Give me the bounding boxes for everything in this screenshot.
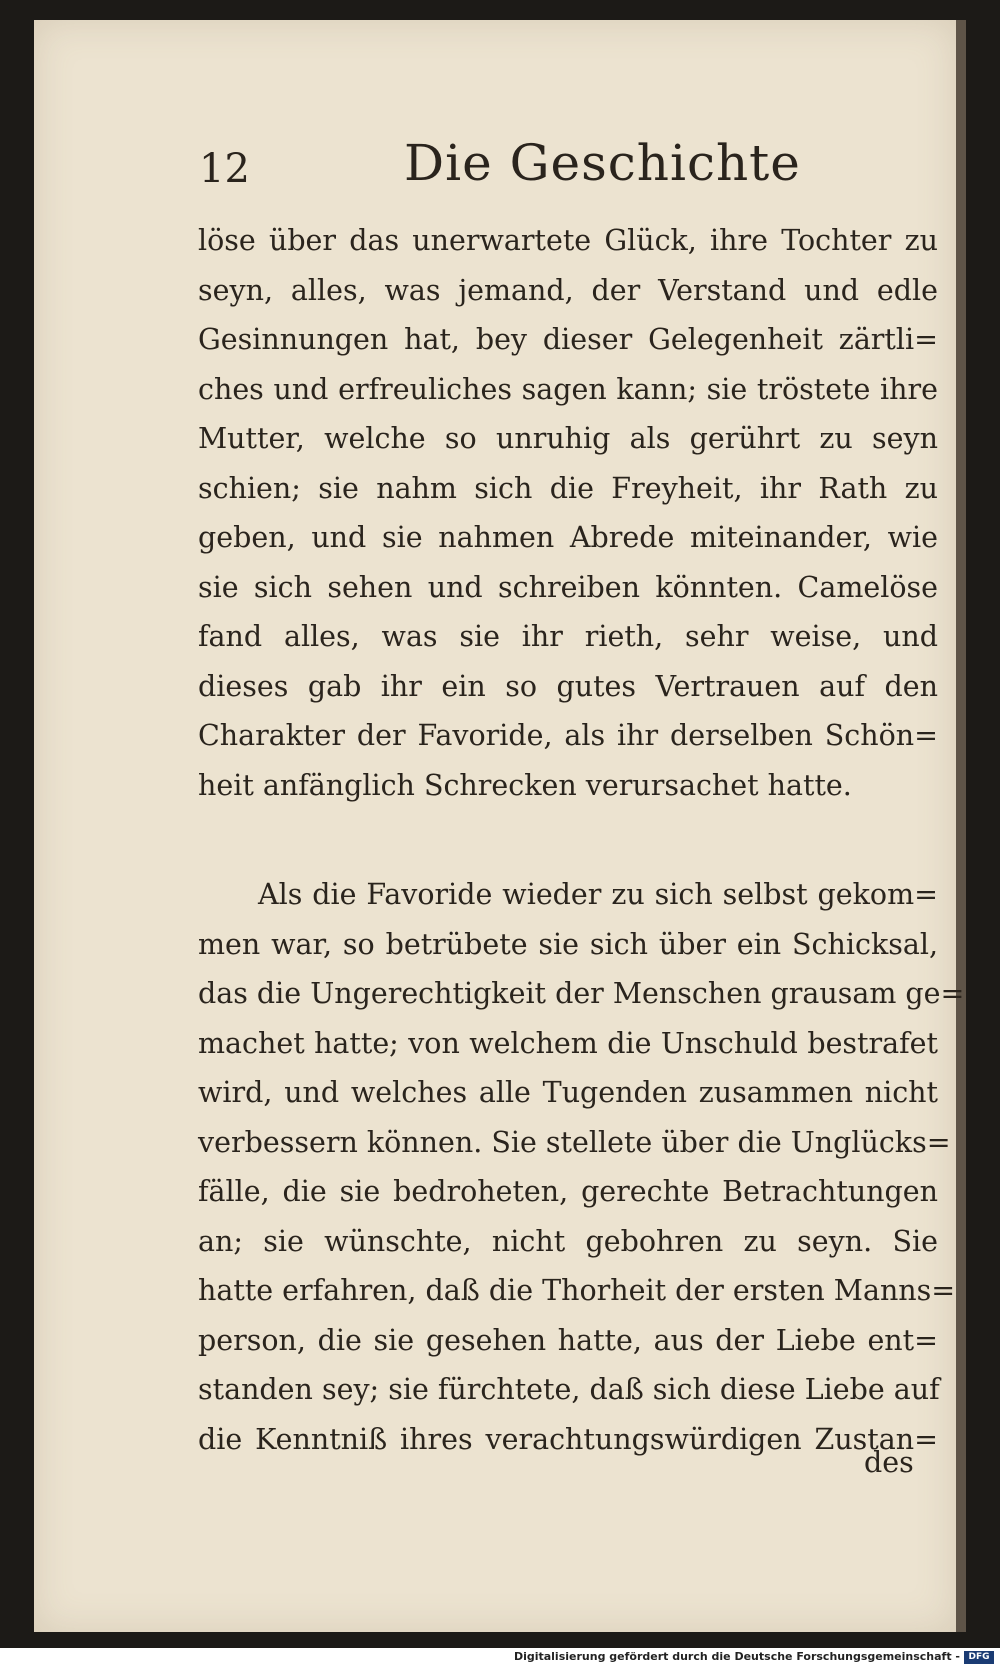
- text-line: Gesinnungen hat, bey dieser Gelegenheit zärtli=: [198, 323, 938, 356]
- text-line: das die Ungerechtigkeit der Menschen grausam ge=: [198, 977, 965, 1010]
- dfg-logo: DFG: [964, 1651, 994, 1664]
- text-line: an; sie wünschte, nicht gebohren zu seyn. Sie: [198, 1224, 938, 1258]
- text-line: Mutter, welche so unruhig als gerührt zu seyn: [198, 422, 938, 455]
- text-line: ches und erfreuliches sagen kann; sie tröstete ihre: [198, 372, 938, 406]
- text-line: Charakter der Favoride, als ihr derselben Schön=: [198, 719, 938, 752]
- text-line: men war, so betrübete sie sich über ein Schicksal,: [198, 927, 938, 961]
- text-line: verbessern können. Sie stellete über die Unglücks=: [198, 1125, 951, 1159]
- text-line: dieses gab ihr ein so gutes Vertrauen auf den: [198, 669, 938, 703]
- text-line: geben, und sie nahmen Abrede miteinander, wie: [198, 521, 938, 554]
- text-line: schien; sie nahm sich die Freyheit, ihr Rath zu: [198, 471, 938, 505]
- text-line: die Kenntniß ihres verachtungswürdigen Zustan=: [198, 1422, 938, 1456]
- text-line: sie sich sehen und schreiben könnten. Camelöse: [198, 570, 938, 604]
- running-title: Die Geschichte: [404, 134, 801, 192]
- page-number: 12: [199, 146, 250, 192]
- funding-credit: Digitalisierung gefördert durch die Deutsche Forschungsgemeinschaft -: [513, 1650, 960, 1663]
- text-line: Als die Favoride wieder zu sich selbst gekom=: [258, 878, 938, 911]
- text-line: seyn, alles, was jemand, der Verstand und edle: [198, 273, 938, 307]
- text-line: hatte erfahren, daß die Thorheit der ersten Manns=: [198, 1274, 956, 1307]
- page-header: [34, 128, 956, 198]
- paragraph-2: [198, 870, 965, 1464]
- paragraph-1: [198, 216, 938, 810]
- text-line: person, die sie gesehen hatte, aus der Liebe ent=: [198, 1323, 938, 1357]
- text-line: heit anfänglich Schrecken verursachet hatte.: [198, 768, 852, 802]
- text-line: standen sey; sie fürchtete, daß sich diese Liebe auf: [198, 1373, 940, 1406]
- book-page: [34, 20, 966, 1632]
- catchword: des: [864, 1446, 914, 1479]
- text-line: fand alles, was sie ihr rieth, sehr weise, und: [198, 620, 938, 653]
- text-line: fälle, die sie bedroheten, gerechte Betrachtungen: [198, 1175, 938, 1208]
- text-line: löse über das unerwartete Glück, ihre Tochter zu: [198, 224, 938, 257]
- text-line: wird, und welches alle Tugenden zusammen nicht: [198, 1076, 938, 1109]
- text-line: machet hatte; von welchem die Unschuld bestrafet: [198, 1026, 938, 1060]
- digitization-footer: [0, 1648, 1000, 1669]
